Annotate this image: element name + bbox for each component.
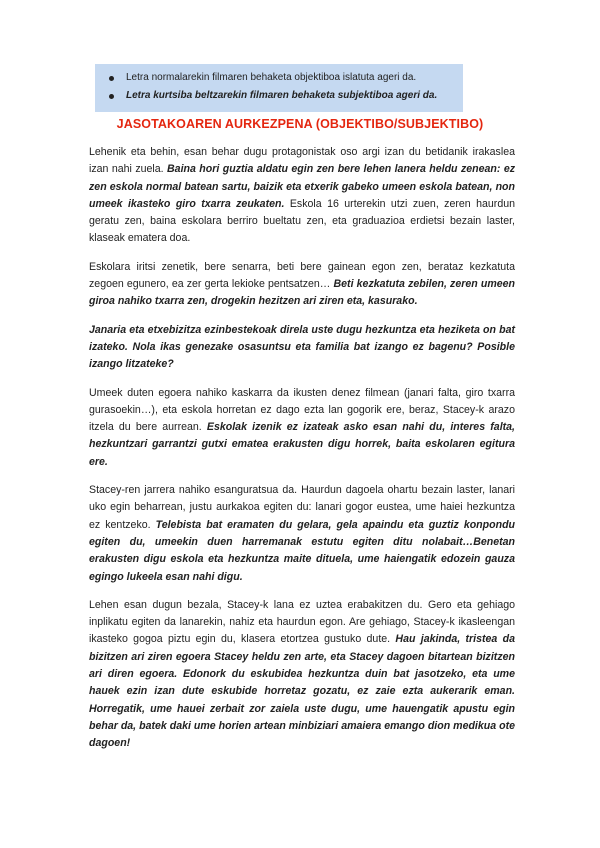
paragraph — [89, 259, 515, 311]
section-heading: JASOTAKOAREN AURKEZPENA (OBJEKTIBO/SUBJEKTIBO) — [116, 117, 484, 131]
legend-item-subjective — [95, 87, 463, 105]
legend-text: Letra normalarekin filmaren behaketa objektiboa islatuta ageri da. — [126, 72, 417, 83]
legend-item-objective — [95, 69, 463, 87]
bullet-icon — [109, 76, 114, 81]
subjective-text: Hau jakinda, tristea da bizitzen ari ziren egoera Stacey heldu zen arte, eta Stacey dagoen bitartean bizitzen ari diren egoera. Edonork du eskubidea hezkuntza duin bat jasotzeko, eta ume hauek ezin izan dute eskubide horretaz gozatu, ez zaie ezta aukerarik eman. Horregatik, ume hauei zerbait zor zaiela uste dugu, ume hauengatik apustu egin behar da, batek daki ume horien artean minbiziari amaiera emango dion medikua ote dagoen! — [89, 633, 515, 750]
subjective-text: Janaria eta etxebizitza ezinbestekoak direla uste dugu hezkuntza eta heziketa on bat izateko. Nola ikas genezake osasuntsu eta familia bat izango ez bagenu? Posible izango litzateke? — [89, 323, 515, 371]
paragraph — [89, 144, 515, 248]
paragraph — [89, 597, 515, 753]
subjective-text: Baina hori guztia aldatu egin zen bere lehen lanera heldu zenean: ez zen eskola normal batean sartu, baizik eta etxerik gabeko umeen eskola batean, non umeek ikasteko giro txarra zeukaten. — [89, 163, 516, 210]
paragraph — [89, 322, 515, 374]
objective-text: Lehen esan dugun bezala, Stacey-k lana ez uztea erabakitzen du. Gero eta gehiago inplikatu egiten da lanarekin, nahiz eta haurdun egon. Are gehiago, Stacey-k ikasleengan ikasteko gogoa piztu egin du, klasera etortzea gustuko dute. — [89, 598, 515, 646]
subjective-text: Eskolak izenik ez izateak asko esan nahi du, interes falta, hezkuntzari garrantzi gutxi ematea erakusten digu horrek, baita eskolaren egitura ere. — [89, 421, 516, 468]
paragraph — [89, 385, 515, 471]
objective-text: Umeek duten egoera nahiko kaskarra da ikusten denez filmean (janari falta, giro txarra gurasoekin…), eta eskola horretan ez dago ezta lan gogorik ere, beraz, Stacey-k arazo itzela du bere aurrean. — [89, 386, 515, 434]
legend-text: Letra kurtsiba beltzarekin filmaren behaketa subjektiboa ageri da. — [126, 90, 438, 101]
objective-text: Lehenik eta behin, esan behar dugu protagonistak oso argi izan du betidanik irakaslea izan nahi zuela. — [89, 146, 515, 176]
legend-box — [95, 64, 463, 112]
objective-text: Eskola 16 urterekin utzi zuen, zeren haurdun geratu zen, baina eskolara berriro bueltatu zen, eta graduazioa erdietsi bezain laster, klaseak ematera doa. — [89, 197, 515, 245]
paragraph — [89, 482, 515, 586]
subjective-text: Telebista bat eramaten du gelara, gela apaindu eta guztiz konpondu egiten du, umeekin duen harremanak estutu egiten ditu nolabait…Benetan erakusten digu eskola eta hezkuntza maite dituela, ume haiengatik edozein gauza egingo lukeela esan nahi digu. — [89, 518, 516, 583]
subjective-text: Beti kezkatuta zebilen, zeren umeen giroa nahiko txarra zen, drogekin hezitzen ari ziren eta, kasurako. — [89, 278, 515, 308]
document-body — [89, 144, 515, 764]
objective-text: Stacey-ren jarrera nahiko esanguratsua da. Haurdun dagoela ohartu bezain laster, lanari uko egin beharrean, justu aurkakoa egiten du: lanari gogor eustea, ume haiei hezkuntza ez kentzeko. — [89, 484, 515, 531]
objective-text: Eskolara iritsi zenetik, bere senarra, beti bere gainean egon zen, berataz kezkatuta zegoen egunero, ea zer gerta lekioke pentsatzen… — [89, 260, 515, 291]
bullet-icon — [109, 94, 114, 99]
